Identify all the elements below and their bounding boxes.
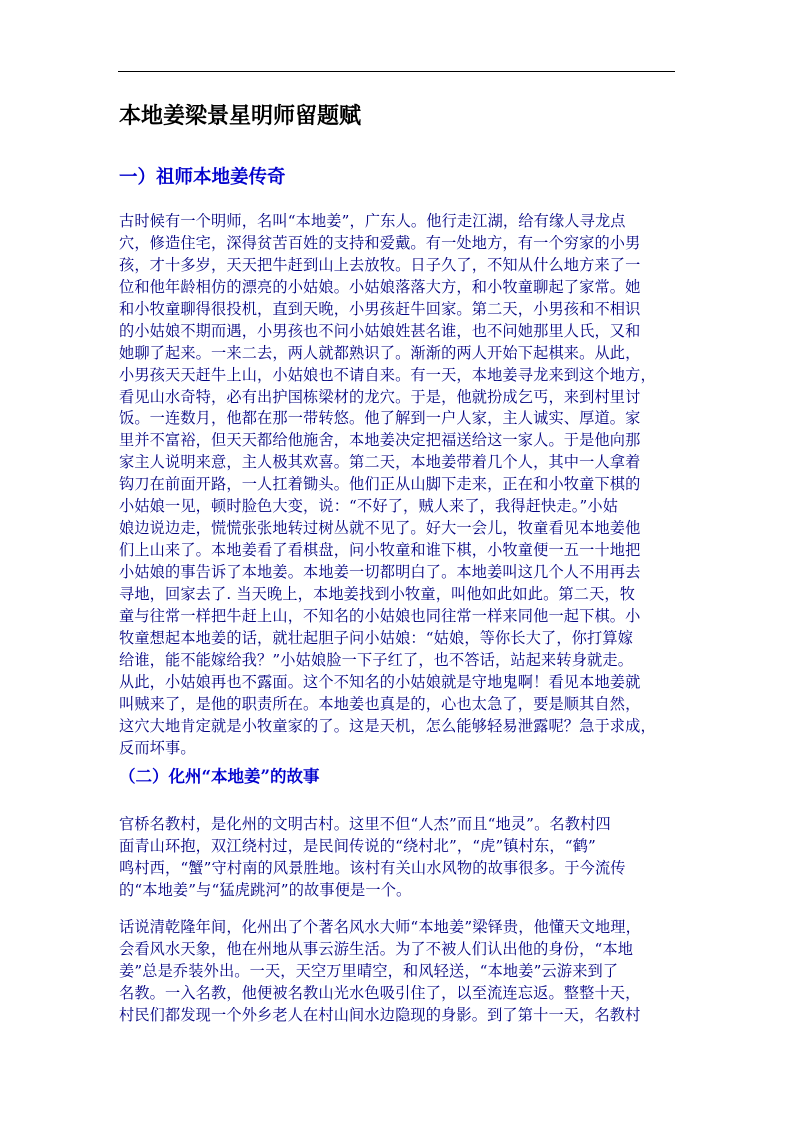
text-line: 里并不富裕，但天天都给他施舍，本地姜决定把福送给这一家人。于是他向那 — [119, 431, 641, 450]
text-line: 娘边说边走，慌慌张张地转过树丛就不见了。好大一会儿，牧童看见本地姜他 — [119, 519, 641, 538]
text-line: 她聊了起来。一来二去，两人就都熟识了。渐渐的两人开始下起棋来。从此， — [119, 343, 641, 362]
text-line: 孩，才十多岁，天天把牛赶到山上去放牧。日子久了，不知从什么地方来了一 — [119, 255, 641, 274]
header-rule — [118, 71, 675, 72]
text-line: 家主人说明来意，主人极其欢喜。第二天，本地姜带着几个人，其中一人拿着 — [119, 453, 641, 472]
text-line: 的小姑娘不期而遇，小男孩也不问小姑娘姓甚名谁，也不问她那里人氏，又和 — [119, 321, 641, 340]
text-line: 的“本地姜”与“猛虎跳河”的故事便是一个。 — [119, 880, 412, 899]
page-title: 本地姜梁景星明师留题赋 — [119, 103, 362, 129]
text-line: 村民们都发现一个外乡老人在村山间水边隐现的身影。到了第十一天，名教村 — [119, 1005, 641, 1024]
text-line: 名教。一入名教，他便被名教山光水色吸引住了，以至流连忘返。整整十天， — [119, 983, 641, 1002]
section-2-heading: （二）化州“本地姜”的故事 — [119, 767, 320, 786]
text-line: 寻地，回家去了. 当天晚上，本地姜找到小牧童，叫他如此如此。第二天，牧 — [119, 584, 636, 603]
section-1-paragraph — [119, 211, 656, 759]
text-line: 和小牧童聊得很投机，直到天晚，小男孩赶牛回家。第二天，小男孩和不相识 — [119, 299, 641, 318]
text-line: 面青山环抱，双江绕村过，是民间传说的“绕村北”，“虎”镇村东，“鹤” — [119, 836, 596, 855]
text-line: 童与往常一样把牛赶上山，不知名的小姑娘也同往常一样来同他一起下棋。小 — [119, 606, 641, 625]
text-line: 反而坏事。 — [119, 738, 196, 757]
text-line: 位和他年龄相仿的漂亮的小姑娘。小姑娘落落大方，和小牧童聊起了家常。她 — [119, 277, 641, 296]
text-line: 叫贼来了，是他的职责所在。本地姜也真是的，心也太急了，要是顺其自然， — [119, 694, 641, 713]
section-2-paragraph-1 — [119, 814, 626, 902]
text-line: 小男孩天天赶牛上山，小姑娘也不请自来。有一天，本地姜寻龙来到这个地方， — [119, 365, 656, 384]
text-line: 官桥名教村，是化州的文明古村。这里不但“人杰”而且“地灵”。名教村四 — [119, 815, 611, 833]
text-line: 姜”总是乔装外出。一天，天空万里晴空，和风轻送，“本地姜”云游来到了 — [119, 961, 619, 980]
text-line: 钩刀在前面开路，一人扛着锄头。他们正从山脚下走来，正在和小牧童下棋的 — [119, 475, 641, 494]
text-line: 话说清乾隆年间，化州出了个著名风水大师“本地姜”梁铎贵，他懂天文地理， — [119, 918, 641, 936]
text-line: 鸣村西，“蟹”守村南的风景胜地。该村有关山水风物的故事很多。于今流传 — [119, 858, 626, 877]
text-line: 看见山水奇特，必有出护国栋梁材的龙穴。于是，他就扮成乞丐，来到村里讨 — [119, 387, 641, 406]
text-line: 小姑娘的事告诉了本地姜。本地姜一切都明白了。本地姜叫这几个人不用再去 — [119, 563, 641, 581]
text-line: 小姑娘一见，顿时脸色大变，说：“不好了，贼人来了，我得赶快走。”小姑 — [119, 497, 619, 516]
text-line: 从此，小姑娘再也不露面。这个不知名的小姑娘就是守地鬼啊！看见本地姜就 — [119, 672, 641, 691]
text-line: 们上山来了。本地姜看了看棋盘，问小牧童和谁下棋，小牧童便一五一十地把 — [119, 541, 641, 560]
text-line: 牧童想起本地姜的话，就壮起胆子问小姑娘：“姑娘，等你长大了，你打算嫁 — [119, 628, 634, 647]
text-line: 穴，修造住宅，深得贫苦百姓的支持和爱戴。有一处地方，有一个穷家的小男 — [119, 233, 641, 252]
section-1-heading: 一）祖师本地姜传奇 — [119, 167, 286, 188]
text-line: 给谁，能不能嫁给我？”小姑娘脸一下子红了，也不答话，站起来转身就走。 — [119, 650, 634, 669]
text-line: 古时候有一个明师，名叫“本地姜”，广东人。他行走江湖，给有缘人寻龙点 — [119, 212, 626, 230]
text-line: 会看风水天象，他在州地从事云游生活。为了不被人们认出他的身份，“本地 — [119, 939, 634, 958]
text-line: 饭。一连数月，他都在那一带转悠。他了解到一户人家，主人诚实、厚道。家 — [119, 409, 641, 428]
text-line: 这穴大地肯定就是小牧童家的了。这是天机，怎么能够轻易泄露呢？急于求成， — [119, 716, 656, 735]
section-2-paragraph-2 — [119, 917, 641, 1027]
